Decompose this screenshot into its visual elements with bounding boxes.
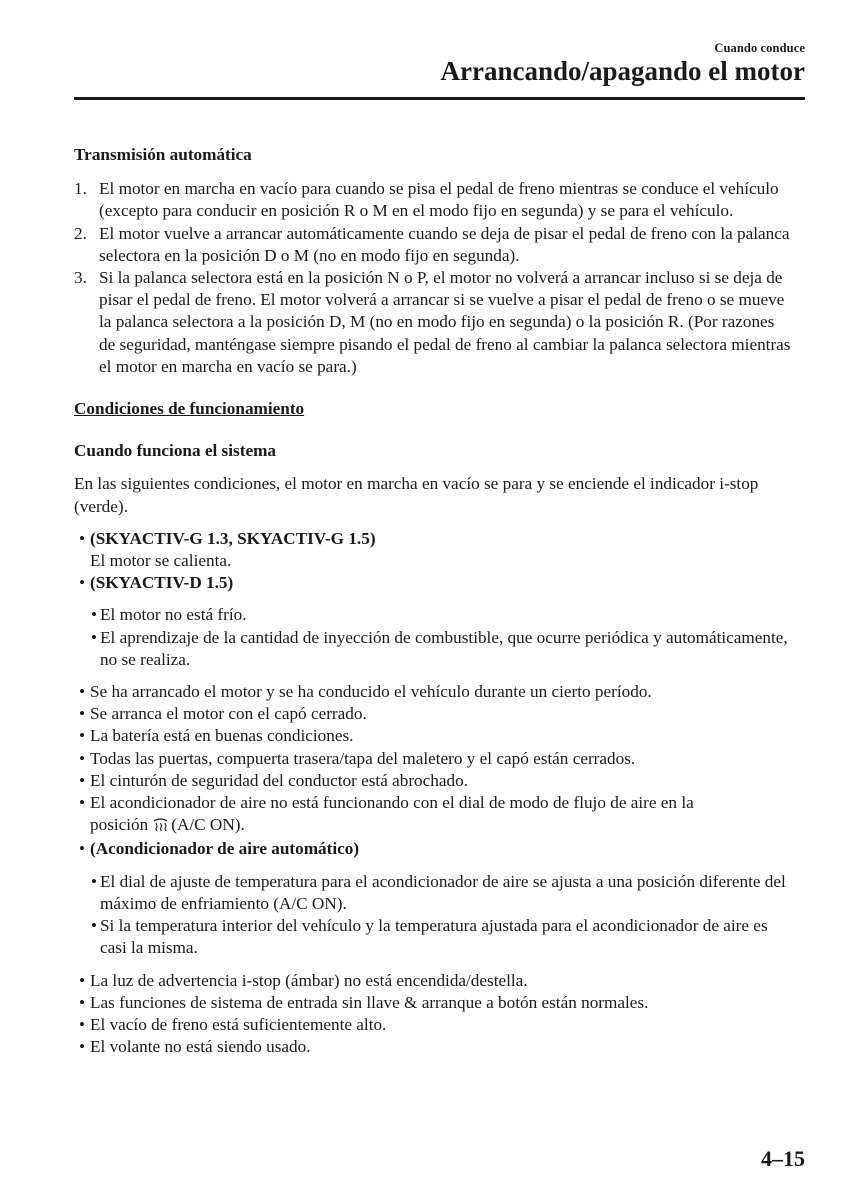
page-title: Arrancando/apagando el motor	[440, 56, 805, 86]
list-item	[74, 528, 794, 572]
item-text: El aprendizaje de la cantidad de inyección de combustible, que ocurre periódica y automáticamente, no se realiza.	[100, 627, 788, 669]
main-content	[74, 144, 794, 1058]
item-number: 1.	[74, 179, 87, 199]
list-item	[88, 627, 794, 671]
item-text: El motor vuelve a arrancar automáticamente cuando se deja de pisar el pedal de freno con la palanca selectora en la posición D o M (no en modo fijo en segunda).	[99, 223, 790, 265]
bullet: •	[90, 627, 98, 647]
ac-line-2-post: (A/C ON).	[171, 815, 245, 835]
list-item	[74, 178, 794, 222]
bullet: •	[78, 682, 86, 702]
condiciones-heading: Condiciones de funcionamiento	[74, 399, 305, 419]
list-item	[74, 681, 794, 703]
bullet: •	[78, 704, 86, 724]
list-item	[88, 871, 794, 915]
skyactiv-g-label: (SKYACTIV-G 1.3, SKYACTIV-G 1.5)	[90, 528, 376, 548]
bullet: •	[78, 839, 86, 859]
bullet: •	[78, 970, 86, 990]
item-text: La batería está en buenas condiciones.	[90, 726, 354, 746]
list-item	[74, 267, 794, 378]
section-label: Cuando conduce	[714, 41, 805, 55]
skyactiv-d-sublist	[74, 604, 794, 671]
list-item	[74, 838, 794, 860]
list-item	[74, 1036, 794, 1058]
transmision-heading: Transmisión automática	[74, 145, 252, 164]
conditions-list-b	[74, 970, 794, 1059]
intro-paragraph: En las siguientes condiciones, el motor en marcha en vacío se para y se enciende el indicador i-stop (verde).	[74, 474, 759, 516]
item-text: El dial de ajuste de temperatura para el acondicionador de aire se ajusta a una posición diferente del máximo de enfriamiento (A/C ON).	[100, 871, 786, 913]
list-item	[74, 572, 794, 594]
item-text: El cinturón de seguridad del conductor está abrochado.	[90, 770, 468, 790]
list-item	[74, 748, 794, 770]
list-item	[74, 970, 794, 992]
skyactiv-d-label: (SKYACTIV-D 1.5)	[90, 573, 234, 593]
list-item	[74, 792, 794, 838]
item-text: La luz de advertencia i-stop (ámbar) no está encendida/destella.	[90, 970, 528, 990]
item-text: Las funciones de sistema de entrada sin llave & arranque a botón están normales.	[90, 992, 649, 1012]
bullet: •	[78, 1037, 86, 1057]
page-number: 4–15	[761, 1146, 805, 1171]
transmision-list	[74, 178, 794, 378]
bullet: •	[78, 573, 86, 593]
bullet: •	[78, 726, 86, 746]
ac-line-2-pre: posición	[90, 815, 149, 835]
bullet: •	[78, 748, 86, 768]
bullet: •	[90, 871, 98, 891]
item-text: El motor no está frío.	[100, 605, 247, 625]
item-text: Se arranca el motor con el capó cerrado.	[90, 704, 367, 724]
bullet: •	[90, 916, 98, 936]
item-text: Si la palanca selectora está en la posición N o P, el motor no volverá a arrancar incluso si se deja de pisar el pedal de freno. El motor volverá a arrancar si se vuelve a pisar el pedal de freno o se mueve la palanca selectora a la posición D, M (no en modo fijo en segunda) o la posición R. (Por razones de seguridad, manténgase siempre pisando el pedal de freno al cambiar la palanca selectora mientras el motor en marcha en vacío se para.)	[99, 268, 791, 376]
defroster-icon	[152, 816, 169, 838]
header-divider	[74, 97, 805, 100]
list-item	[74, 1014, 794, 1036]
bullet: •	[78, 793, 86, 813]
bullet: •	[90, 605, 98, 625]
list-item	[74, 992, 794, 1014]
bullet: •	[78, 992, 86, 1012]
item-text: El motor en marcha en vacío para cuando se pisa el pedal de freno mientras se conduce el vehículo (excepto para conducir en posición R o M en el modo fijo en segunda) y se para el vehículo.	[99, 179, 779, 221]
list-item	[74, 223, 794, 267]
item-text: Todas las puertas, compuerta trasera/tapa del maletero y el capó están cerrados.	[90, 748, 636, 768]
cuando-funciona-heading: Cuando funciona el sistema	[74, 441, 276, 461]
item-number: 2.	[74, 223, 87, 243]
list-item	[74, 703, 794, 725]
item-number: 3.	[74, 268, 87, 288]
list-item	[74, 770, 794, 792]
bullet: •	[78, 770, 86, 790]
conditions-list-a	[74, 681, 794, 861]
item-text: El volante no está siendo usado.	[90, 1037, 311, 1057]
auto-ac-sublist	[74, 871, 794, 960]
ac-line-1: El acondicionador de aire no está funcionando con el dial de modo de flujo de aire en la	[90, 793, 694, 813]
list-item	[88, 915, 794, 959]
item-text: Si la temperatura interior del vehículo y la temperatura ajustada para el acondicionador de aire es casi la misma.	[100, 916, 768, 958]
skyactiv-g-text: El motor se calienta.	[90, 551, 232, 571]
list-item	[88, 604, 794, 626]
bullet: •	[78, 1014, 86, 1034]
item-text: Se ha arrancado el motor y se ha conducido el vehículo durante un cierto período.	[90, 682, 652, 702]
bullet: •	[78, 528, 86, 548]
list-item	[74, 725, 794, 747]
auto-ac-label: (Acondicionador de aire automático)	[90, 839, 360, 859]
item-text: El vacío de freno está suficientemente alto.	[90, 1014, 387, 1034]
